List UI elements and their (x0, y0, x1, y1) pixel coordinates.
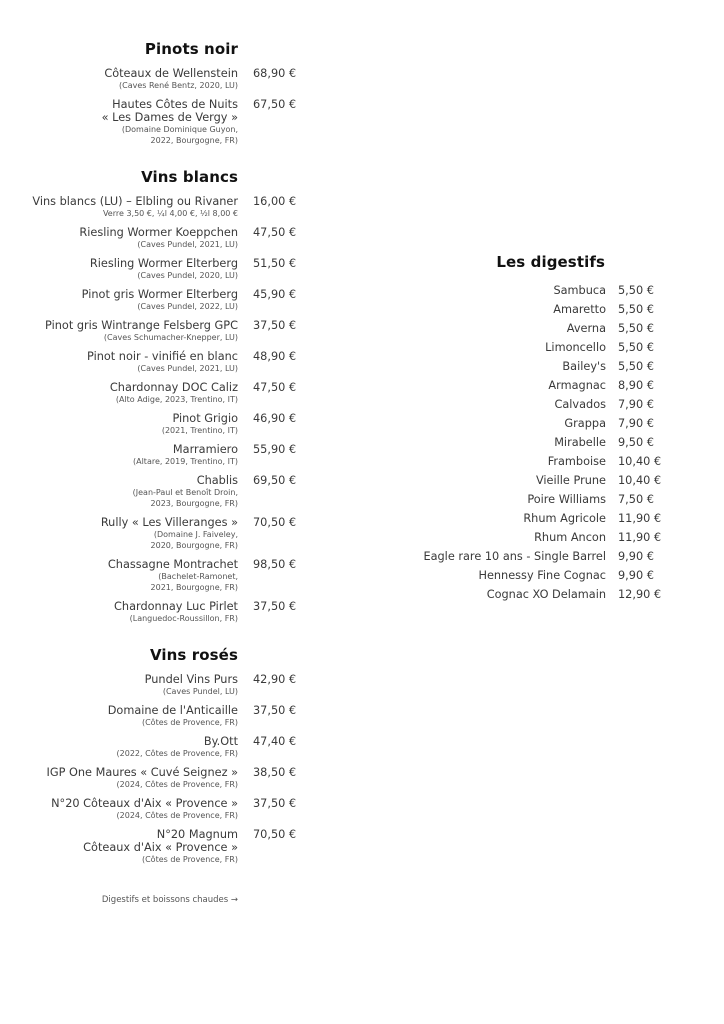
wine-description (0, 704, 238, 728)
wine-price: 37,50 € (253, 704, 297, 717)
wine-name: By.Ott (203, 735, 238, 748)
wine-origin: (Côtes de Provence, FR) (141, 718, 238, 727)
digestif-item (420, 338, 720, 357)
wine-name: Riesling Wormer Koeppchen (79, 226, 238, 239)
wine-description (0, 443, 238, 467)
wine-name: Côteaux de Wellenstein (104, 67, 238, 80)
wine-origin: (Jean-Paul et Benoît Droin, 2023, Bourgogne, FR) (132, 488, 238, 508)
wine-item (0, 381, 300, 405)
wine-price: 46,90 € (253, 412, 297, 425)
wine-item (0, 828, 300, 865)
wine-description (0, 673, 238, 697)
digestif-name: Cognac XO Delamain (486, 588, 606, 601)
wine-price: 55,90 € (253, 443, 297, 456)
wine-price: 37,50 € (253, 319, 297, 332)
wine-item (0, 797, 300, 821)
digestifs-column (420, 253, 720, 604)
wine-name: Chablis (196, 474, 238, 487)
wine-origin: (Côtes de Provence, FR) (141, 855, 238, 864)
digestif-price: 5,50 € (618, 303, 654, 316)
digestif-item (420, 547, 720, 566)
wine-description (0, 288, 238, 312)
wine-price: 48,90 € (253, 350, 297, 363)
wine-origin: (Caves Pundel, LU) (162, 687, 238, 696)
digestif-price: 7,50 € (618, 493, 654, 506)
wine-origin: (2024, Côtes de Provence, FR) (116, 780, 238, 789)
wine-origin: (2022, Côtes de Provence, FR) (116, 749, 238, 758)
digestif-price: 7,90 € (618, 417, 654, 430)
digestif-name: Rhum Agricole (523, 512, 606, 525)
wine-name: Pinot gris Wintrange Felsberg GPC (45, 319, 238, 332)
digestif-item (420, 376, 720, 395)
wine-name: Pinot Grigio (172, 412, 238, 425)
digestif-item (420, 300, 720, 319)
wine-price: 47,50 € (253, 226, 297, 239)
wine-name: Chardonnay Luc Pirlet (114, 600, 238, 613)
wine-price: 70,50 € (253, 516, 297, 529)
wine-description (0, 195, 238, 219)
wine-item (0, 735, 300, 759)
digestif-item (420, 319, 720, 338)
wine-description (0, 828, 238, 865)
wine-origin: (Caves Pundel, 2022, LU) (137, 302, 238, 311)
digestif-item (420, 585, 720, 604)
wine-price: 37,50 € (253, 797, 297, 810)
digestif-name: Poire Williams (527, 493, 606, 506)
wine-item (0, 673, 300, 697)
wine-price: 68,90 € (253, 67, 297, 80)
wine-item (0, 474, 300, 509)
digestif-price: 5,50 € (618, 360, 654, 373)
wine-description (0, 516, 238, 551)
wine-origin: (Altare, 2019, Trentino, IT) (132, 457, 238, 466)
wine-origin: (2021, Trentino, IT) (161, 426, 238, 435)
digestif-item (420, 357, 720, 376)
wine-origin: (Caves Schumacher-Knepper, LU) (103, 333, 238, 342)
wine-origin: (Caves René Bentz, 2020, LU) (118, 81, 238, 90)
digestif-name: Grappa (564, 417, 606, 430)
next-page-link[interactable]: Digestifs et boissons chaudes → (101, 895, 238, 905)
digestif-price: 8,90 € (618, 379, 654, 392)
digestif-item (420, 490, 720, 509)
wine-item (0, 67, 300, 91)
wine-item (0, 516, 300, 551)
wine-list-column (0, 40, 300, 905)
wine-description (0, 474, 238, 509)
digestif-name: Averna (566, 322, 606, 335)
wine-price: 37,50 € (253, 600, 297, 613)
digestif-item (420, 452, 720, 471)
wine-description (0, 766, 238, 790)
wine-price: 38,50 € (253, 766, 297, 779)
wine-item (0, 704, 300, 728)
digestif-price: 9,50 € (618, 436, 654, 449)
wine-item (0, 350, 300, 374)
digestif-item (420, 471, 720, 490)
digestif-price: 11,90 € (618, 512, 662, 525)
digestif-price: 5,50 € (618, 322, 654, 335)
wine-name: N°20 Côteaux d'Aix « Provence » (51, 797, 238, 810)
digestif-price: 5,50 € (618, 341, 654, 354)
digestif-price: 11,90 € (618, 531, 662, 544)
wine-name: N°20 Magnum Côteaux d'Aix « Provence » (83, 828, 238, 854)
digestif-name: Sambuca (553, 284, 606, 297)
wine-item (0, 319, 300, 343)
wine-price: 98,50 € (253, 558, 297, 571)
digestif-item (420, 281, 720, 300)
wine-description (0, 350, 238, 374)
section-title-vins-blancs: Vins blancs (141, 168, 238, 186)
wine-origin: (Languedoc-Roussillon, FR) (129, 614, 238, 623)
wine-item (0, 412, 300, 436)
wine-name: IGP One Maures « Cuvé Seignez » (46, 766, 238, 779)
digestif-price: 10,40 € (618, 455, 662, 468)
digestif-name: Framboise (547, 455, 606, 468)
wine-description (0, 67, 238, 91)
wine-price: 16,00 € (253, 195, 297, 208)
digestif-item (420, 509, 720, 528)
wine-name: Chardonnay DOC Caliz (109, 381, 238, 394)
wine-origin: (2024, Côtes de Provence, FR) (116, 811, 238, 820)
digestif-name: Bailey's (562, 360, 606, 373)
wine-item (0, 443, 300, 467)
wine-description (0, 226, 238, 250)
wine-price: 42,90 € (253, 673, 297, 686)
wine-description (0, 98, 238, 146)
vins-blancs-list (0, 195, 300, 624)
wine-price: 45,90 € (253, 288, 297, 301)
wine-origin: (Caves Pundel, 2021, LU) (137, 240, 238, 249)
wine-origin: (Caves Pundel, 2021, LU) (137, 364, 238, 373)
digestif-item (420, 395, 720, 414)
wine-description (0, 797, 238, 821)
wine-name: Chassagne Montrachet (107, 558, 238, 571)
wine-item (0, 195, 300, 219)
wine-origin: Verre 3,50 €, ¼l 4,00 €, ½l 8,00 € (102, 209, 238, 218)
digestif-name: Limoncello (545, 341, 606, 354)
wine-price: 51,50 € (253, 257, 297, 270)
wine-price: 47,50 € (253, 381, 297, 394)
pinots-noir-list (0, 67, 300, 146)
digestif-price: 10,40 € (618, 474, 662, 487)
digestif-item (420, 433, 720, 452)
digestif-price: 12,90 € (618, 588, 662, 601)
digestif-name: Vieille Prune (535, 474, 606, 487)
digestif-name: Rhum Ancon (534, 531, 606, 544)
wine-item (0, 558, 300, 593)
wine-description (0, 381, 238, 405)
wine-item (0, 226, 300, 250)
wine-description (0, 735, 238, 759)
digestif-price: 9,90 € (618, 569, 654, 582)
wine-item (0, 257, 300, 281)
wine-origin: (Bachelet-Ramonet, 2021, Bourgogne, FR) (150, 572, 238, 592)
wine-description (0, 558, 238, 593)
digestif-item (420, 414, 720, 433)
digestif-item (420, 528, 720, 547)
digestif-name: Mirabelle (554, 436, 606, 449)
wine-name: Vins blancs (LU) – Elbling ou Rivaner (32, 195, 238, 208)
digestif-name: Amaretto (553, 303, 606, 316)
wine-name: Pinot gris Wormer Elterberg (81, 288, 238, 301)
digestif-price: 5,50 € (618, 284, 654, 297)
wine-item (0, 766, 300, 790)
wine-origin: (Alto Adige, 2023, Trentino, IT) (115, 395, 238, 404)
wine-price: 69,50 € (253, 474, 297, 487)
wine-name: Riesling Wormer Elterberg (89, 257, 238, 270)
wine-name: Rully « Les Villeranges » (100, 516, 238, 529)
vins-roses-list (0, 673, 300, 865)
wine-name: Hautes Côtes de Nuits « Les Dames de Vergy » (101, 98, 238, 124)
wine-name: Domaine de l'Anticaille (107, 704, 238, 717)
wine-price: 67,50 € (253, 98, 297, 111)
section-title-pinots-noir: Pinots noir (144, 40, 238, 58)
section-title-digestifs: Les digestifs (496, 253, 605, 271)
digestif-item (420, 566, 720, 585)
wine-price: 70,50 € (253, 828, 297, 841)
wine-price: 47,40 € (253, 735, 297, 748)
digestif-price: 9,90 € (618, 550, 654, 563)
wine-description (0, 319, 238, 343)
wine-description (0, 412, 238, 436)
wine-origin: (Domaine Dominique Guyon, 2022, Bourgogne, FR) (121, 125, 238, 145)
digestif-name: Hennessy Fine Cognac (478, 569, 606, 582)
wine-description (0, 600, 238, 624)
wine-name: Pinot noir - vinifié en blanc (87, 350, 238, 363)
wine-item (0, 288, 300, 312)
digestif-name: Calvados (554, 398, 606, 411)
wine-item (0, 98, 300, 146)
wine-name: Pundel Vins Purs (144, 673, 238, 686)
wine-origin: (Caves Pundel, 2020, LU) (137, 271, 238, 280)
wine-origin: (Domaine J. Faiveley, 2020, Bourgogne, FR) (150, 530, 238, 550)
wine-name: Marramiero (172, 443, 238, 456)
wine-item (0, 600, 300, 624)
digestif-name: Armagnac (548, 379, 606, 392)
digestif-price: 7,90 € (618, 398, 654, 411)
wine-description (0, 257, 238, 281)
digestif-name: Eagle rare 10 ans - Single Barrel (423, 550, 606, 563)
digestifs-list (420, 281, 720, 604)
section-title-vins-roses: Vins rosés (149, 646, 238, 664)
